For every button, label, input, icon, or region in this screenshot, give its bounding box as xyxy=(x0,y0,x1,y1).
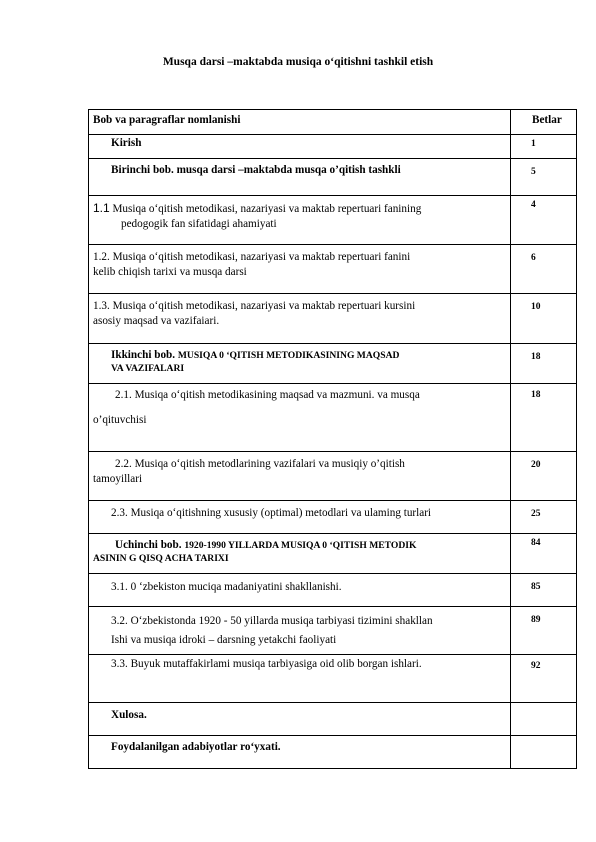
entry-line: o’qituvchisi xyxy=(93,414,147,426)
header-pages-cell xyxy=(511,110,577,135)
entry-page: 6 xyxy=(531,253,536,263)
table-row xyxy=(89,135,577,159)
entry-title: 3.1. 0 ‘zbekiston muciqa madaniyatini shakllanishi. xyxy=(111,581,342,593)
entry-line: MUSIQA 0 ‘QITISH METODIKASINING MAQSAD xyxy=(177,350,400,361)
table-row xyxy=(89,574,577,607)
entry-page: 84 xyxy=(531,538,541,548)
table-row xyxy=(89,655,577,703)
table-row xyxy=(89,534,577,574)
entry-line: Musiqa o‘qitish metodikasi, nazariyasi va maktab repertuari fanining xyxy=(109,203,422,215)
table-row xyxy=(89,344,577,384)
entry-page: 5 xyxy=(531,167,536,177)
entry-title: 2.3. Musiqa o‘qitishning xususiy (optimal) metodlari va ulaming turlari xyxy=(111,507,432,519)
entry-line: asosiy maqsad va vazifaiari. xyxy=(93,315,220,327)
header-title-cell xyxy=(89,110,511,135)
entry-line: kelib chiqish tarixi va musqa darsi xyxy=(93,266,247,278)
entry-title xyxy=(89,196,510,232)
entry-page: 25 xyxy=(531,509,541,519)
table-row xyxy=(89,384,577,452)
entry-lead: Uchinchi bob. xyxy=(115,539,185,551)
entry-line: ASININ G QISQ ACHA TARIXI xyxy=(93,553,229,564)
entry-page: 89 xyxy=(531,615,541,625)
contents-table xyxy=(88,109,577,769)
entry-title xyxy=(89,534,510,565)
entry-line: tamoyillari xyxy=(93,473,143,485)
entry-title xyxy=(89,294,510,329)
entry-page: 18 xyxy=(531,352,541,362)
table-header-row xyxy=(89,110,577,135)
table-row xyxy=(89,501,577,534)
table-row xyxy=(89,607,577,655)
entry-line: 1.2. Musiqa o‘qitish metodikasi, nazariyasi va maktab repertuari fanini xyxy=(93,251,411,263)
entry-lead: Ikkinchi bob. xyxy=(111,349,178,361)
entry-line: Ishi va musiqa idroki – darsning yetakchi faoliyati xyxy=(111,634,337,646)
entry-title xyxy=(89,384,510,433)
entry-page: 18 xyxy=(531,390,541,400)
entry-page: 20 xyxy=(531,460,541,470)
entry-page xyxy=(511,736,576,738)
entry-title xyxy=(89,344,510,375)
entry-line: 1920-1990 YILLARDA MUSIQA 0 ‘QITISH METODIK xyxy=(184,540,417,551)
entry-line: 3.2. O‘zbekistonda 1920 - 50 yillarda musiqa tarbiyasi tizimini shakllan xyxy=(111,615,433,627)
entry-page: 10 xyxy=(531,302,541,312)
table-row xyxy=(89,452,577,501)
entry-page xyxy=(511,703,576,705)
entry-title xyxy=(89,607,510,650)
table-row xyxy=(89,703,577,736)
table-row xyxy=(89,294,577,344)
entry-title xyxy=(89,245,510,280)
entry-title: Xulosa. xyxy=(111,709,147,721)
entry-title: Birinchi bob. musqa darsi –maktabda musqa o’qitish tashkli xyxy=(111,164,401,176)
entry-title: Kirish xyxy=(111,137,142,149)
header-title: Bob va paragraflar nomlanishi xyxy=(93,114,241,126)
entry-page: 4 xyxy=(531,200,536,210)
entry-line: pedogogik fan sifatidagi ahamiyati xyxy=(121,218,277,230)
entry-line: . Musiqa o‘qitish metodikasi, nazariyasi va maktab repertuari kursini xyxy=(106,300,416,312)
entry-page: 92 xyxy=(531,661,541,671)
entry-line: 2.1. Musiqa o‘qitish metodikasining maqsad va mazmuni. va musqa xyxy=(115,389,420,401)
entry-line: VA VAZIFALARI xyxy=(111,363,185,374)
table-row xyxy=(89,159,577,196)
entry-number: 1.3 xyxy=(93,300,107,312)
page-title: Musqa darsi –maktabda musiqa o‘qitishni tashkil etish xyxy=(162,56,434,68)
header-pages: Betlar xyxy=(532,114,562,126)
entry-title: Foydalanilgan adabiyotlar ro‘yxati. xyxy=(111,741,281,753)
table-row xyxy=(89,196,577,245)
table-row xyxy=(89,736,577,769)
entry-title: 3.3. Buyuk mutaffakirlami musiqa tarbiyasiga oid olib borgan ishlari. xyxy=(111,658,422,670)
entry-title xyxy=(89,452,510,487)
entry-page: 85 xyxy=(531,582,541,592)
table-row xyxy=(89,245,577,294)
entry-page: 1 xyxy=(531,139,536,149)
entry-number: 1.1 xyxy=(93,201,110,215)
entry-line: 2.2. Musiqa o‘qitish metodlarining vazifalari va musiqiy o’qitish xyxy=(115,458,405,470)
